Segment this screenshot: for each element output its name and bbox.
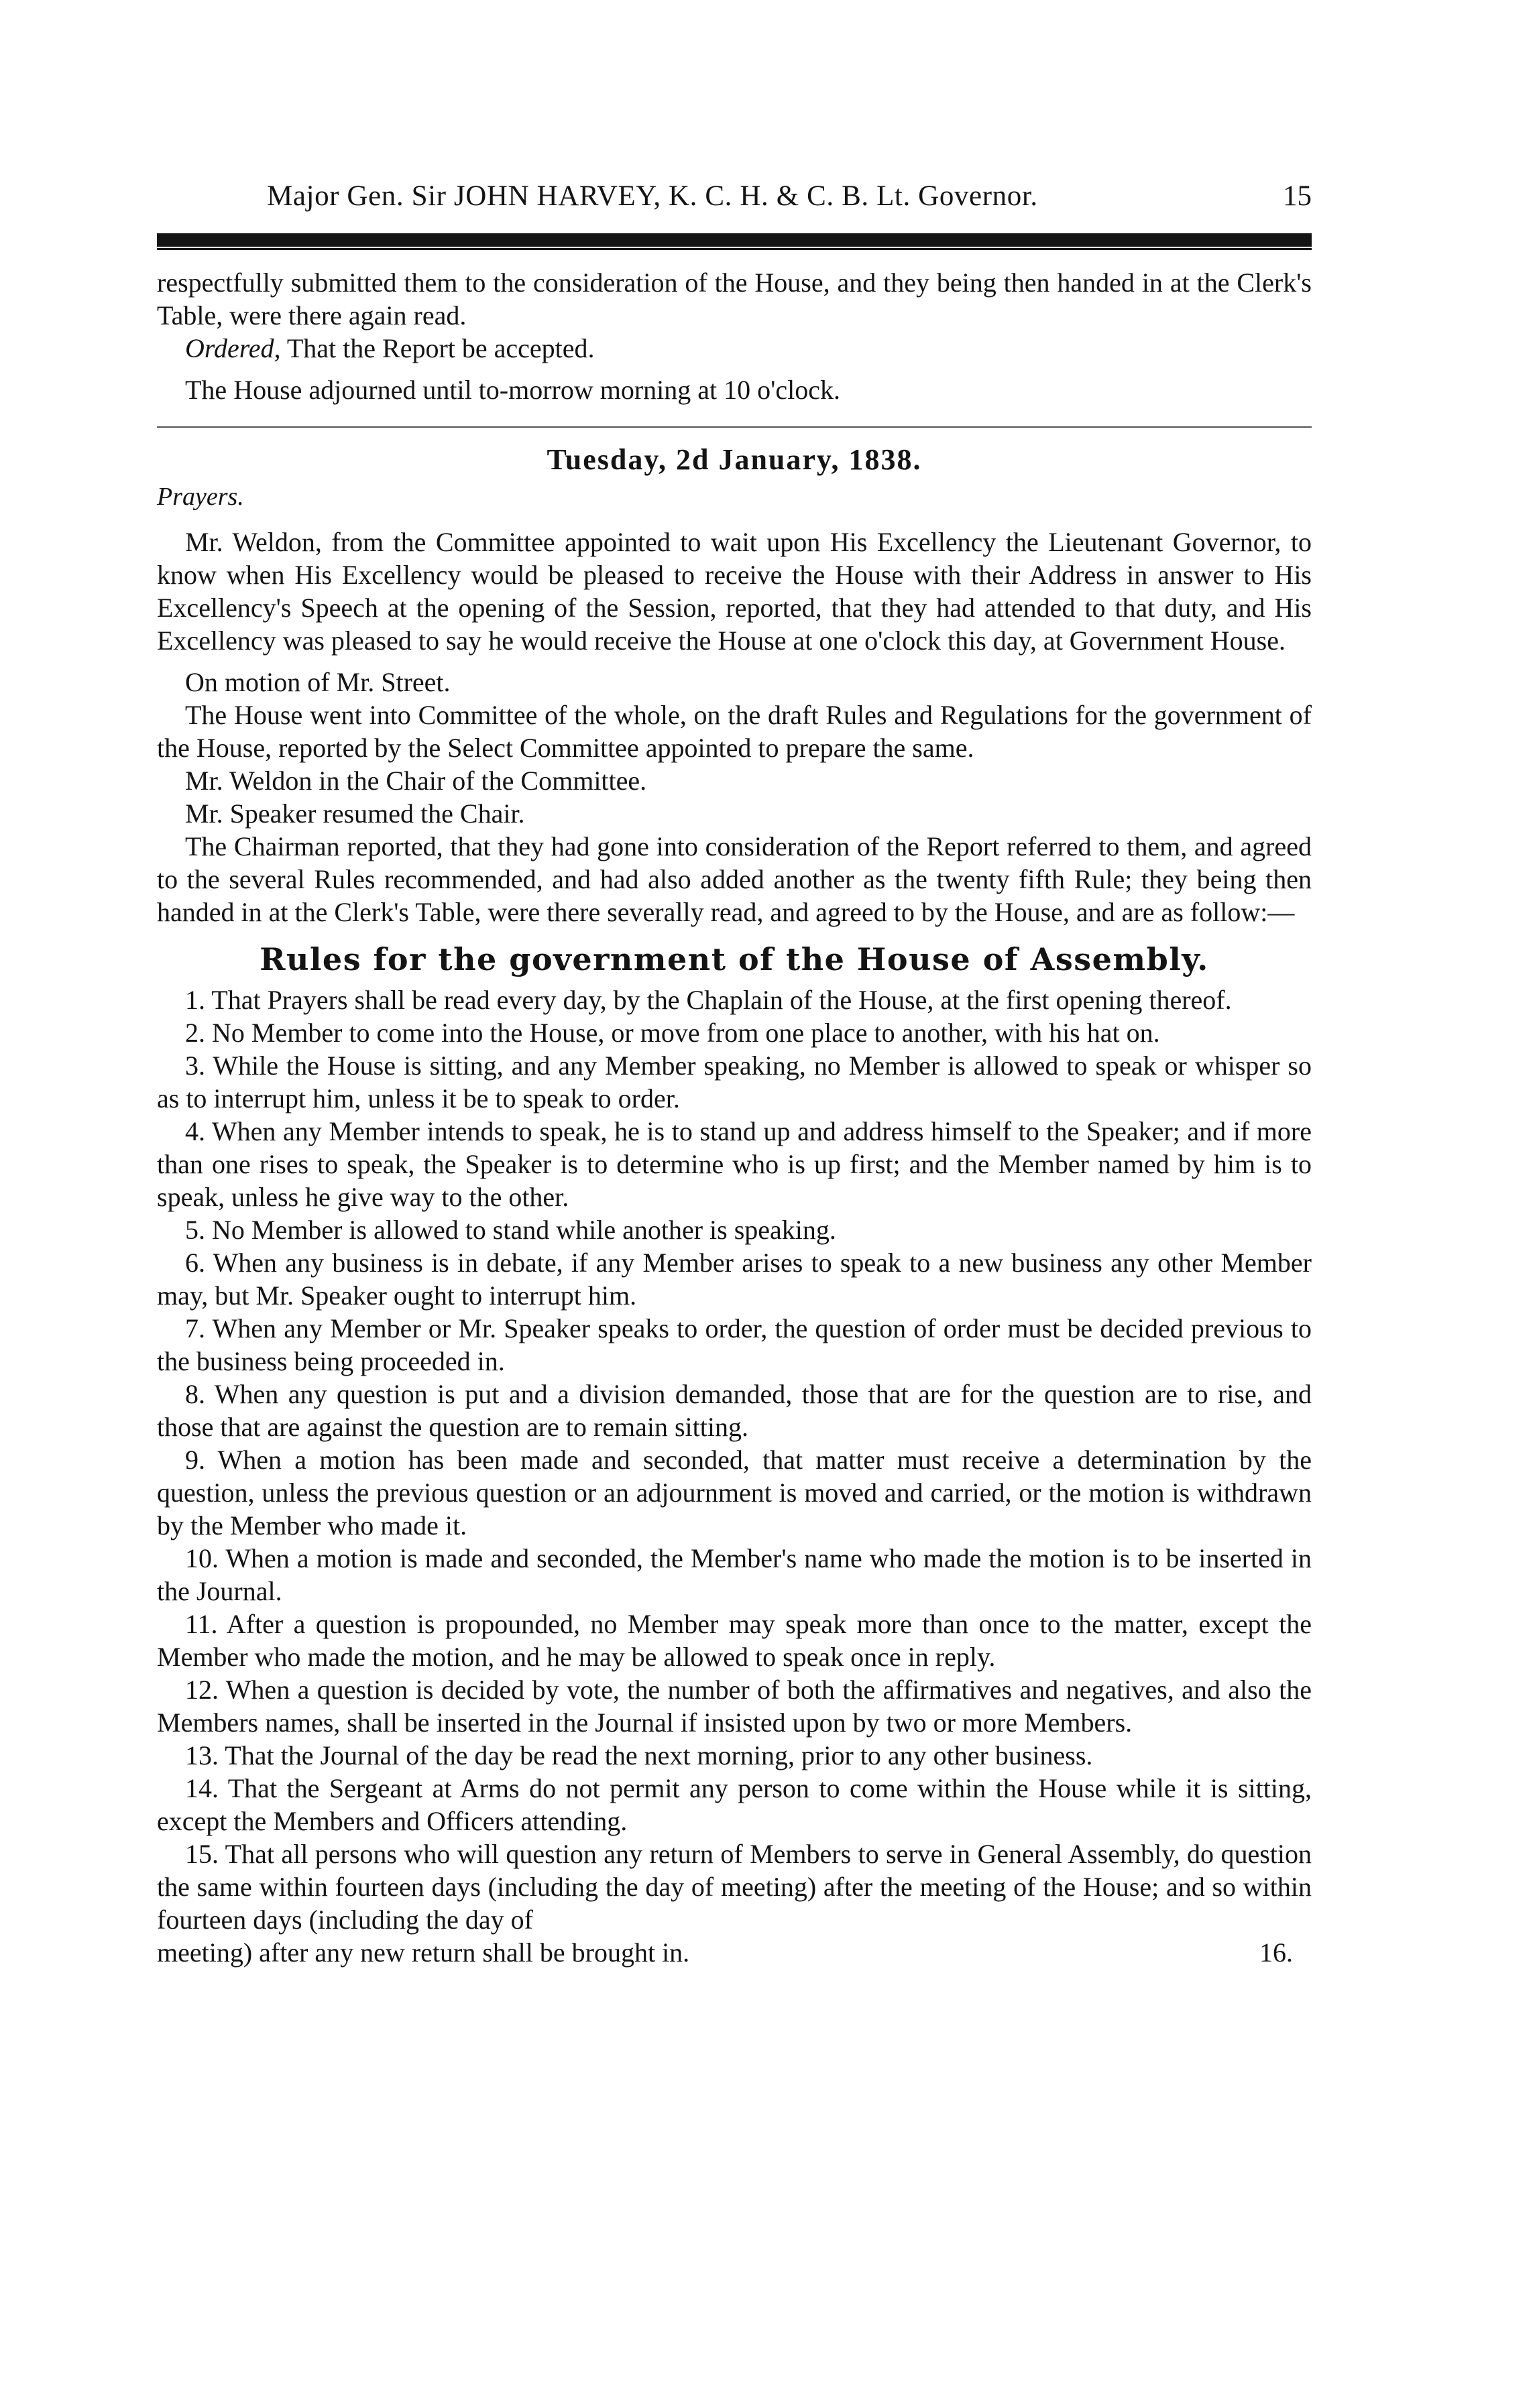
rules-list (157, 983, 1312, 1969)
continuation-paragraph: respectfully submitted them to the consideration of the House, and they being then handed in at the Clerk's Table, were there again read. (157, 267, 1312, 330)
running-title: Major Gen. Sir JOHN HARVEY, K. C. H. & C. B. Lt. Governor. (267, 180, 1038, 212)
rule-item: 7. When any Member or Mr. Speaker speaks to order, the question of order must be decided previous to the business being proceeded in. (157, 1313, 1312, 1376)
page-number: 15 (1283, 180, 1312, 212)
chairman-report-paragraph: The Chairman reported, that they had gone into consideration of the Report referred to them, and agreed to the several Rules recommended, and had also added another as the twenty fifth Rule; they being then handed in at the Clerk's Table, were there severally read, and agreed to by the House, and are as follow:— (157, 831, 1312, 927)
rule-item: 1. That Prayers shall be read every day, by the Chaplain of the House, at the first opening thereof. (185, 985, 1232, 1015)
rule-item: 10. When a motion is made and seconded, the Member's name who made the motion is to be inserted in the Journal. (157, 1543, 1312, 1606)
rule-item: 2. No Member to come into the House, or move from one place to another, with his hat on. (185, 1018, 1160, 1048)
margin-note-prayers: Prayers. (157, 483, 244, 511)
adjournment-paragraph: The House adjourned until to-morrow morning at 10 o'clock. (185, 375, 840, 405)
rule-item: 6. When any business is in debate, if any Member arises to speak to a new business any other Member may, but Mr. Speaker ought to interrupt him. (157, 1248, 1312, 1311)
date-heading: Tuesday, 2d January, 1838. (547, 443, 922, 476)
rule-item: 4. When any Member intends to speak, he is to stand up and address himself to the Speaker; and if more than one rises to speak, the Speaker is to determine who is up first; and the Member named by him is to speak, unless he give way to the other. (157, 1116, 1312, 1212)
motion-paragraph: On motion of Mr. Street. (185, 667, 451, 697)
running-head (157, 180, 1312, 227)
ordered-text: That the Report be accepted. (280, 333, 595, 363)
ordered-label: Ordered, (185, 333, 281, 363)
speaker-paragraph: Mr. Speaker resumed the Chair. (185, 798, 525, 829)
weldon-report-paragraph: Mr. Weldon, from the Committee appointed to wait upon His Excellency the Lieutenant Governor, to know when His Excellency would be pleased to receive the House with their Address in answer to His Excellency's Speech at the opening of the Session, reported, that they had attended to that duty, and His Excellency was pleased to say he would receive the House at one o'clock this day, at Government House. (157, 527, 1312, 656)
rule-item: 9. When a motion has been made and seconded, that matter must receive a determination by the question, unless the previous question or an adjournment is moved and carried, or the motion is withdrawn by the Member who made it. (157, 1445, 1312, 1541)
page-content (157, 180, 1312, 1969)
header-thick-rule (157, 233, 1312, 247)
rule-item: 5. No Member is allowed to stand while another is speaking. (185, 1215, 836, 1245)
rule-item: 12. When a question is decided by vote, the number of both the affirmatives and negatives, and also the Members names, shall be inserted in the Journal if insisted upon by two or more Members. (157, 1675, 1312, 1738)
rule-15-final-text: meeting) after any new return shall be brought in. (157, 1937, 690, 1968)
rule-item: 8. When any question is put and a division demanded, those that are for the question are to rise, and those that are against the question are to remain sitting. (157, 1379, 1312, 1442)
catchword: 16. (1259, 1937, 1293, 1968)
rule-item-15: 15. That all persons who will question any return of Members to serve in General Assembly, do question the same within fourteen days (including the day of meeting) after the meeting of the House; and so within fourteen days (including the day of (157, 1839, 1312, 1935)
header-thin-rule (157, 248, 1312, 250)
chair-paragraph: Mr. Weldon in the Chair of the Committee. (185, 766, 647, 796)
rule-item: 14. That the Sergeant at Arms do not permit any person to come within the House while it is sitting, except the Members and Officers attending. (157, 1773, 1312, 1836)
rules-heading: Rules for the government of the House of Assembly. (260, 941, 1209, 977)
ordered-paragraph (157, 332, 1312, 365)
committee-paragraph: The House went into Committee of the whole, on the draft Rules and Regulations for the government of the House, reported by the Select Committee appointed to prepare the same. (157, 700, 1312, 763)
rule-item: 13. That the Journal of the day be read the next morning, prior to any other business. (185, 1740, 1093, 1770)
rule-item: 3. While the House is sitting, and any Member speaking, no Member is allowed to speak or whisper so as to interrupt him, unless it be to speak to order. (157, 1050, 1312, 1113)
rule-item: 11. After a question is propounded, no Member may speak more than once to the matter, except the Member who made the motion, and he may be allowed to speak once in reply. (157, 1609, 1312, 1672)
rule-15-last-line (157, 1936, 1312, 1969)
section-divider (157, 426, 1312, 428)
